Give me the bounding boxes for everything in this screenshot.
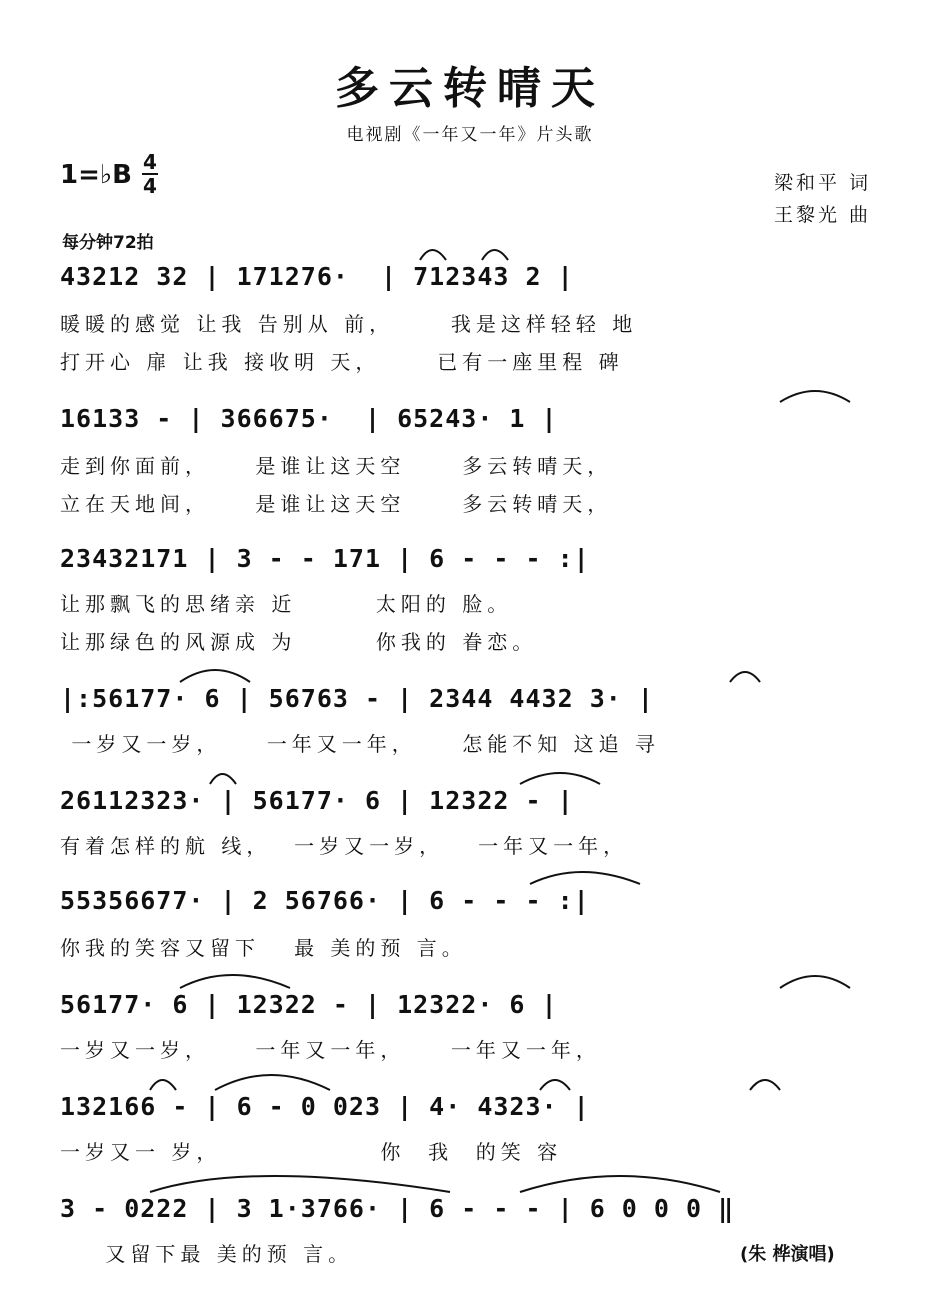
lyric-line: 有着怎样的航 线， 一岁又一岁， 一年又一年， (60, 834, 629, 858)
lyric-line: 让那绿色的风源成 为 你我的 眷恋。 (60, 630, 538, 654)
lyric-line: 立在天地间， 是谁让这天空 多云转晴天， (60, 492, 613, 516)
notation-line: 26112323· | 56177· 6 | 12322 - | (60, 786, 574, 815)
notation-line: 55356677· | 2 56766· | 6 - - - :| (60, 886, 590, 915)
lyricist-credit: 梁和平 词 (774, 172, 872, 194)
notation-line: 132166 - | 6 - 0 023 | 4· 4323· | (60, 1092, 590, 1121)
lyric-line: 暖暖的感觉 让我 告别从 前， 我是这样轻轻 地 (60, 312, 638, 336)
notation-line: 43212 32 | 171276· | 712343 2 | (60, 262, 574, 291)
composer-credit: 王黎光 曲 (774, 204, 872, 226)
song-title: 多云转晴天 (335, 63, 605, 114)
notation-line: 56177· 6 | 12322 - | 12322· 6 | (60, 990, 558, 1019)
lyric-line: 又留下最 美的预 言。 (60, 1242, 354, 1266)
lyric-line: 打开心 扉 让我 接收明 天， 已有一座里程 碑 (60, 350, 624, 374)
lyric-line: 一岁又一岁， 一年又一年， 一年又一年， (60, 1038, 601, 1062)
lyric-line: 一岁又一 岁， 你 我 的笑 容 (60, 1140, 563, 1164)
lyric-line: 你我的笑容又留下 最 美的预 言。 (60, 936, 467, 960)
notation-line: |:56177· 6 | 56763 - | 2344 4432 3· | (60, 684, 654, 713)
notation-line: 3 - 0222 | 3 1·3766· | 6 - - - | 6 0 0 0 ‖ (60, 1194, 735, 1223)
time-top: 4 (143, 150, 157, 174)
time-bottom: 4 (143, 174, 157, 198)
lyric-line: 一岁又一岁， 一年又一年， 怎能不知 这追 寻 (60, 732, 660, 756)
song-subtitle: 电视剧《一年又一年》片头歌 (346, 125, 594, 145)
tempo-marking: 每分钟72拍 (62, 233, 154, 253)
notation-line: 23432171 | 3 - - 171 | 6 - - - :| (60, 544, 590, 573)
performer-credit: (朱 桦演唱) (740, 1244, 835, 1265)
key-signature: 1=♭B (60, 160, 132, 190)
notation-line: 16133 - | 366675· | 65243· 1 | (60, 404, 558, 433)
lyric-line: 走到你面前， 是谁让这天空 多云转晴天， (60, 454, 613, 478)
lyric-line: 让那飘飞的思绪亲 近 太阳的 脸。 (60, 592, 513, 616)
